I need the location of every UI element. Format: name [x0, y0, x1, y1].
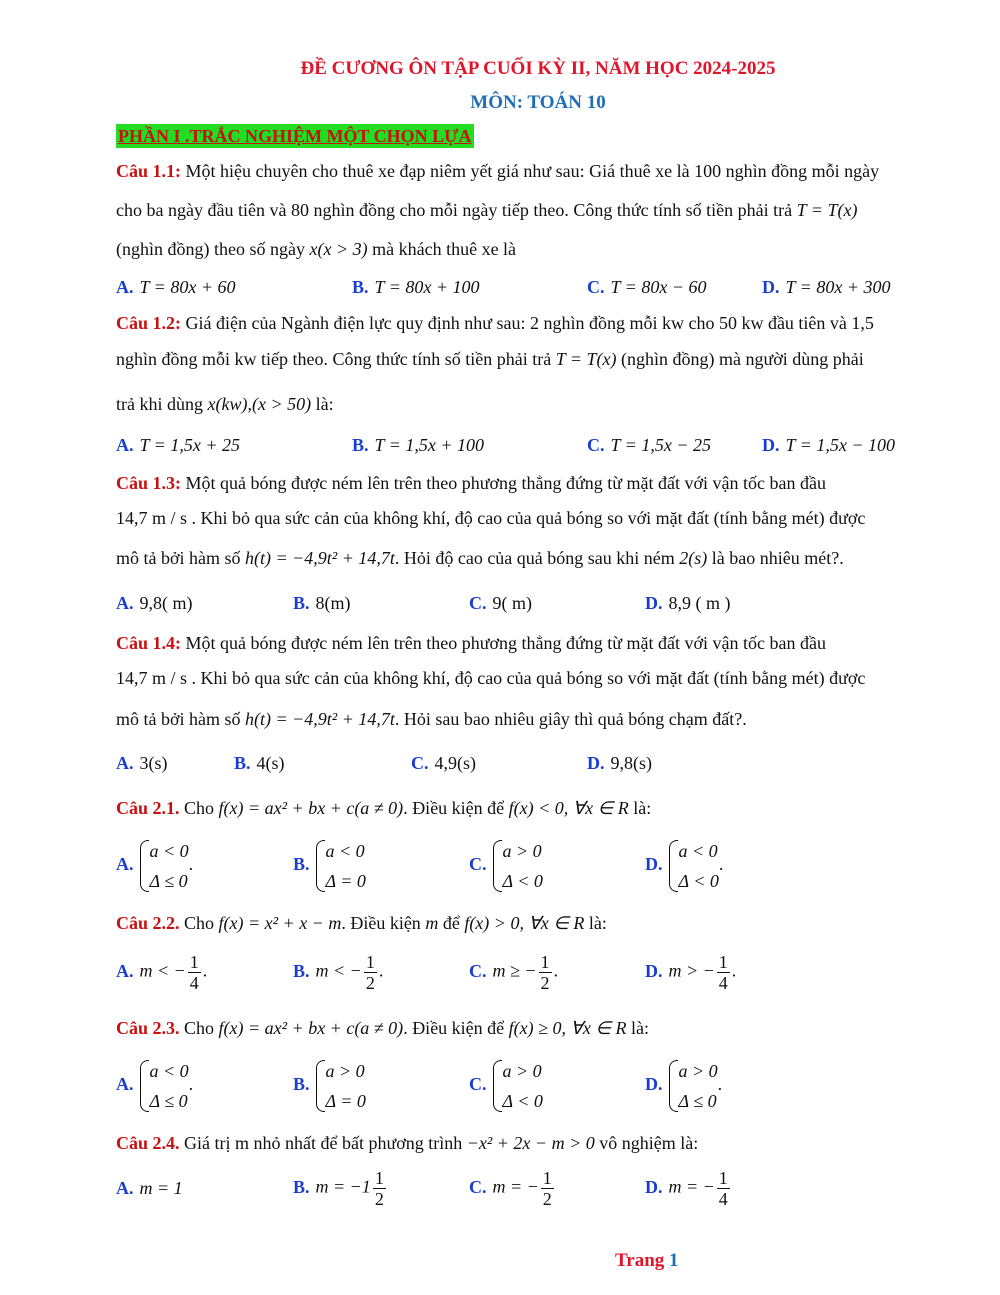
q12-options	[0, 434, 1000, 474]
q11-option-a[interactable]: A. T = 80x + 60	[116, 277, 236, 297]
q13-line1: Câu 1.3: Một quả bóng được ném lên trên theo phương thẳng đứng từ mặt đất với vận tốc ban đầu	[116, 473, 826, 493]
q14-option-c[interactable]: C. 4,9(s)	[411, 753, 476, 773]
q14-option-a[interactable]: A. 3(s)	[116, 753, 168, 773]
q24-option-d[interactable]: D. m = − $\frac{1}{4}$	[645, 1168, 728, 1209]
q21-option-b[interactable]: B. a < 0 Δ = 0	[293, 836, 366, 896]
q21-option-c[interactable]: C. a > 0 Δ < 0	[469, 836, 543, 896]
q23-option-a[interactable]: A. a < 0 Δ ≤ 0 .	[116, 1056, 193, 1116]
q11-option-c[interactable]: C. T = 80x − 60	[587, 277, 707, 297]
q13-option-c[interactable]: C. 9( m)	[469, 593, 532, 613]
section-heading: PHẦN I .TRẮC NGHIỆM MỘT CHỌN LỰA	[118, 126, 472, 146]
q21-options	[0, 836, 1000, 896]
q11-line2: cho ba ngày đầu tiên và 80 nghìn đồng cho mỗi ngày tiếp theo. Công thức tính số tiền phải trả T = T(x)	[116, 200, 858, 220]
q23-option-b[interactable]: B. a > 0 Δ = 0	[293, 1056, 366, 1116]
q13-line3: mô tả bởi hàm số h(t) = −4,9t² + 14,7t. Hỏi độ cao của quả bóng sau khi ném 2(s) là bao nhiêu mét?.	[116, 548, 844, 568]
q13-option-d[interactable]: D. 8,9 ( m )	[645, 593, 731, 613]
q24-option-c[interactable]: C. m = − $\frac{1}{2}$	[469, 1168, 552, 1209]
q14-line3: mô tả bởi hàm số h(t) = −4,9t² + 14,7t. Hỏi sau bao nhiêu giây thì quả bóng chạm đất?.	[116, 709, 747, 729]
q12-option-b[interactable]: B. T = 1,5x + 100	[352, 435, 484, 455]
q12-line1: Câu 1.2: Giá điện của Ngành điện lực quy định như sau: 2 nghìn đồng mỗi kw cho 50 kw đầu tiên và 1,5	[116, 313, 874, 333]
q21-option-d[interactable]: D. a < 0 Δ < 0 .	[645, 836, 723, 896]
q12-line3: trả khi dùng x(kw),(x > 50) là:	[116, 394, 334, 414]
q23-options	[0, 1056, 1000, 1116]
q13-options	[0, 592, 1000, 632]
q24-option-a[interactable]: A. m = 1	[116, 1178, 183, 1198]
q22-options	[0, 952, 1000, 1002]
system-brace: a > 0 Δ = 0	[316, 1056, 366, 1116]
q24-options	[0, 1168, 1000, 1218]
q22-option-a[interactable]: A. m < − $\frac{1}{4}$ .	[116, 952, 208, 993]
q12-line2: nghìn đồng mỗi kw tiếp theo. Công thức tính số tiền phải trả T = T(x) (nghìn đồng) mà người dùng phải	[116, 349, 864, 369]
system-brace: a < 0 Δ ≤ 0	[140, 836, 189, 896]
q21-stem: Câu 2.1. Cho f(x) = ax² + bx + c(a ≠ 0). Điều kiện để f(x) < 0, ∀x ∈ R là:	[116, 798, 652, 818]
q14-line1: Câu 1.4: Một quả bóng được ném lên trên theo phương thẳng đứng từ mặt đất với vận tốc ban đầu	[116, 633, 826, 653]
system-brace: a < 0 Δ = 0	[316, 836, 366, 896]
page-number: Trang 1	[615, 1250, 679, 1271]
q12-option-c[interactable]: C. T = 1,5x − 25	[587, 435, 711, 455]
q12-option-d[interactable]: D. T = 1,5x − 100	[762, 435, 895, 455]
q13-line2: 14,7 m / s . Khi bỏ qua sức cản của không khí, độ cao của quả bóng so với mặt đất (tính bằng mét) được	[116, 508, 866, 528]
system-brace: a < 0 Δ ≤ 0	[140, 1056, 189, 1116]
q14-options	[0, 752, 1000, 792]
q23-option-c[interactable]: C. a > 0 Δ < 0	[469, 1056, 543, 1116]
q11-options	[0, 276, 1000, 316]
system-brace: a < 0 Δ < 0	[669, 836, 719, 896]
q14-line2: 14,7 m / s . Khi bỏ qua sức cản của không khí, độ cao của quả bóng so với mặt đất (tính bằng mét) được	[116, 668, 866, 688]
subject-title: MÔN: TOÁN 10	[470, 92, 606, 113]
q23-option-d[interactable]: D. a > 0 Δ ≤ 0 .	[645, 1056, 722, 1116]
q13-option-b[interactable]: B. 8(m)	[293, 593, 351, 613]
system-brace: a > 0 Δ < 0	[493, 1056, 543, 1116]
q11-option-d[interactable]: D. T = 80x + 300	[762, 277, 891, 297]
system-brace: a > 0 Δ < 0	[493, 836, 543, 896]
q11-option-b[interactable]: B. T = 80x + 100	[352, 277, 480, 297]
q24-option-b[interactable]: B. m = −1 $\frac{1}{2}$	[293, 1168, 384, 1209]
q22-option-c[interactable]: C. m ≥ − $\frac{1}{2}$ .	[469, 952, 559, 993]
q24-stem: Câu 2.4. Giá trị m nhỏ nhất để bất phương trình −x² + 2x − m > 0 vô nghiệm là:	[116, 1133, 699, 1153]
q14-option-d[interactable]: D. 9,8(s)	[587, 753, 652, 773]
q11-line3: (nghìn đồng) theo số ngày x(x > 3) mà khách thuê xe là	[116, 239, 517, 259]
q11-line1: Câu 1.1: Một hiệu chuyên cho thuê xe đạp niêm yết giá như sau: Giá thuê xe là 100 nghìn đồng mỗi ngày	[116, 161, 880, 181]
q22-option-b[interactable]: B. m < − $\frac{1}{2}$ .	[293, 952, 384, 993]
q13-option-a[interactable]: A. 9,8( m)	[116, 593, 193, 613]
document-title: ĐỀ CƯƠNG ÔN TẬP CUỐI KỲ II, NĂM HỌC 2024-2025	[300, 58, 776, 79]
q22-stem: Câu 2.2. Cho f(x) = x² + x − m. Điều kiện m để f(x) > 0, ∀x ∈ R là:	[116, 913, 607, 933]
q23-stem: Câu 2.3. Cho f(x) = ax² + bx + c(a ≠ 0). Điều kiện để f(x) ≥ 0, ∀x ∈ R là:	[116, 1018, 649, 1038]
q22-option-d[interactable]: D. m > − $\frac{1}{4}$ .	[645, 952, 737, 993]
q12-option-a[interactable]: A. T = 1,5x + 25	[116, 435, 240, 455]
q14-option-b[interactable]: B. 4(s)	[234, 753, 285, 773]
system-brace: a > 0 Δ ≤ 0	[669, 1056, 718, 1116]
q21-option-a[interactable]: A. a < 0 Δ ≤ 0 .	[116, 836, 193, 896]
